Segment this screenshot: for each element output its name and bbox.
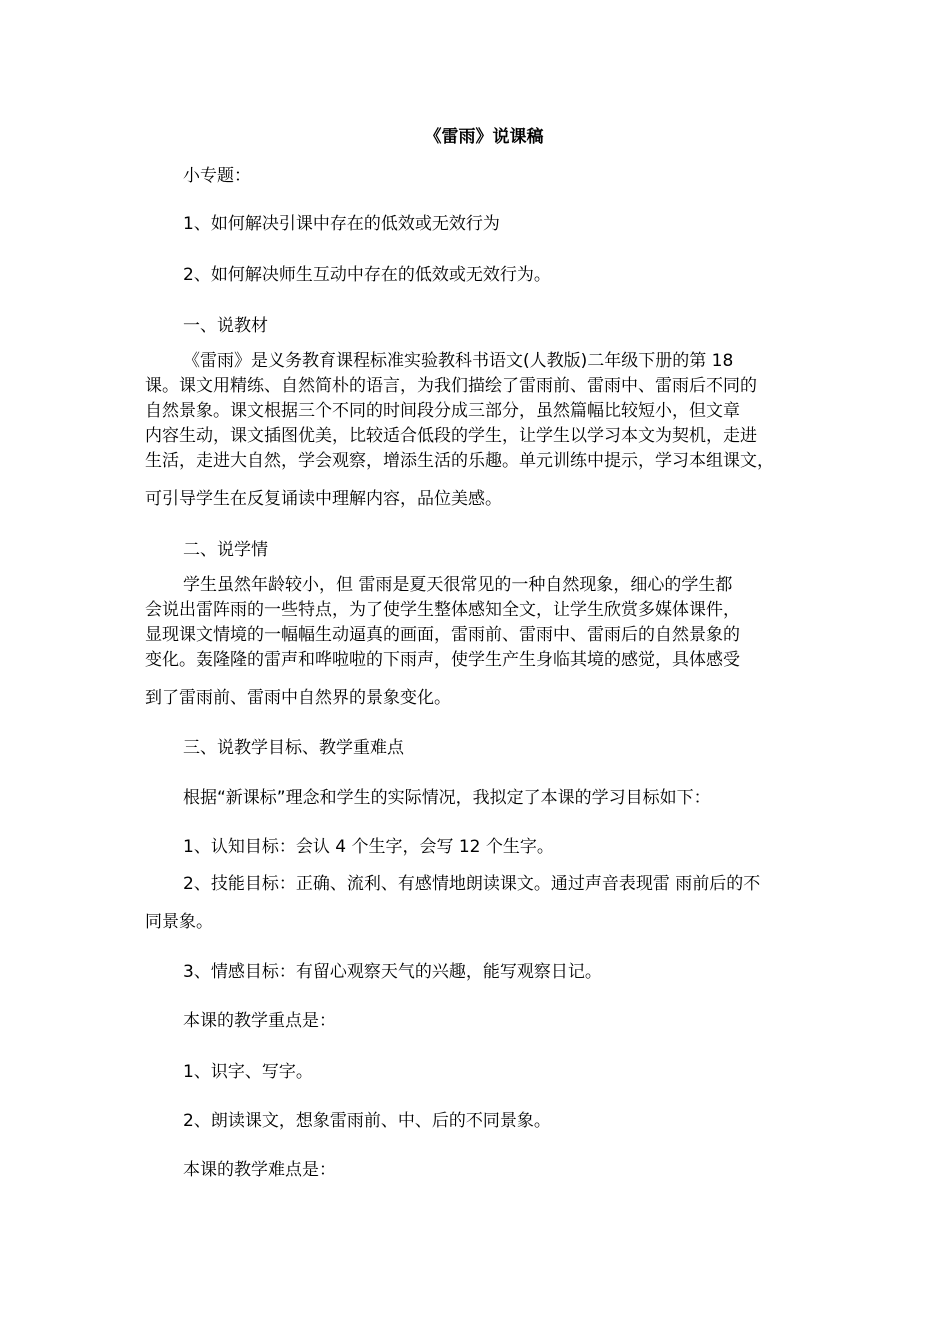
key-point-1: 1、识字、写字。 <box>183 1062 313 1082</box>
section-1-para-line: 生活，走进大自然，学会观察，增添生活的乐趣。单元训练中提示，学习本组课文， <box>145 451 774 471</box>
difficult-points-heading: 本课的教学难点是： <box>183 1160 336 1180</box>
document-title: 《雷雨》说课稿 <box>424 127 544 147</box>
topic-item-2: 2、如何解决师生互动中存在的低效或无效行为。 <box>183 265 551 285</box>
section-2-para-line: 学生虽然年龄较小，但 雷雨是夏天很常见的一种自然现象，细心的学生都 <box>183 575 733 595</box>
key-point-2: 2、朗读课文，想象雷雨前、中、后的不同景象。 <box>183 1111 551 1131</box>
topic-heading: 小专题： <box>183 166 251 186</box>
goal-cognitive: 1、认知目标：会认 4 个生字，会写 12 个生字。 <box>183 837 554 857</box>
section-2-para-last: 到了雷雨前、雷雨中自然界的景象变化。 <box>145 688 451 708</box>
goals-intro: 根据“新课标”理念和学生的实际情况，我拟定了本课的学习目标如下： <box>183 788 711 808</box>
section-3-heading: 三、说教学目标、教学重难点 <box>183 738 404 758</box>
section-1-para-line: 课。课文用精练、自然简朴的语言，为我们描绘了雷雨前、雷雨中、雷雨后不同的 <box>145 376 757 396</box>
section-1-para-line: 自然景象。课文根据三个不同的时间段分成三部分，虽然篇幅比较短小，但文章 <box>145 401 740 421</box>
goal-skill-line-1: 2、技能目标：正确、流利、有感情地朗读课文。通过声音表现雷 雨前后的不 <box>183 874 761 894</box>
section-2-heading: 二、说学情 <box>183 540 268 560</box>
section-1-heading: 一、说教材 <box>183 316 268 336</box>
section-2-para-line: 会说出雷阵雨的一些特点，为了使学生整体感知全文，让学生欣赏多媒体课件， <box>145 600 740 620</box>
topic-item-1: 1、如何解决引课中存在的低效或无效行为 <box>183 214 500 234</box>
goal-skill-line-2: 同景象。 <box>145 912 213 932</box>
section-1-para-last: 可引导学生在反复诵读中理解内容，品位美感。 <box>145 489 502 509</box>
section-2-para-line: 变化。轰隆隆的雷声和哗啦啦的下雨声，使学生产生身临其境的感觉，具体感受 <box>145 650 740 670</box>
key-points-heading: 本课的教学重点是： <box>183 1011 336 1031</box>
section-1-para-line: 内容生动，课文插图优美，比较适合低段的学生，让学生以学习本文为契机，走进 <box>145 426 757 446</box>
goal-emotion: 3、情感目标：有留心观察天气的兴趣，能写观察日记。 <box>183 962 602 982</box>
section-2-para-line: 显现课文情境的一幅幅生动逼真的画面，雷雨前、雷雨中、雷雨后的自然景象的 <box>145 625 740 645</box>
section-1-para-line: 《雷雨》是义务教育课程标准实验教科书语文(人教版)二年级下册的第 18 <box>183 351 734 371</box>
